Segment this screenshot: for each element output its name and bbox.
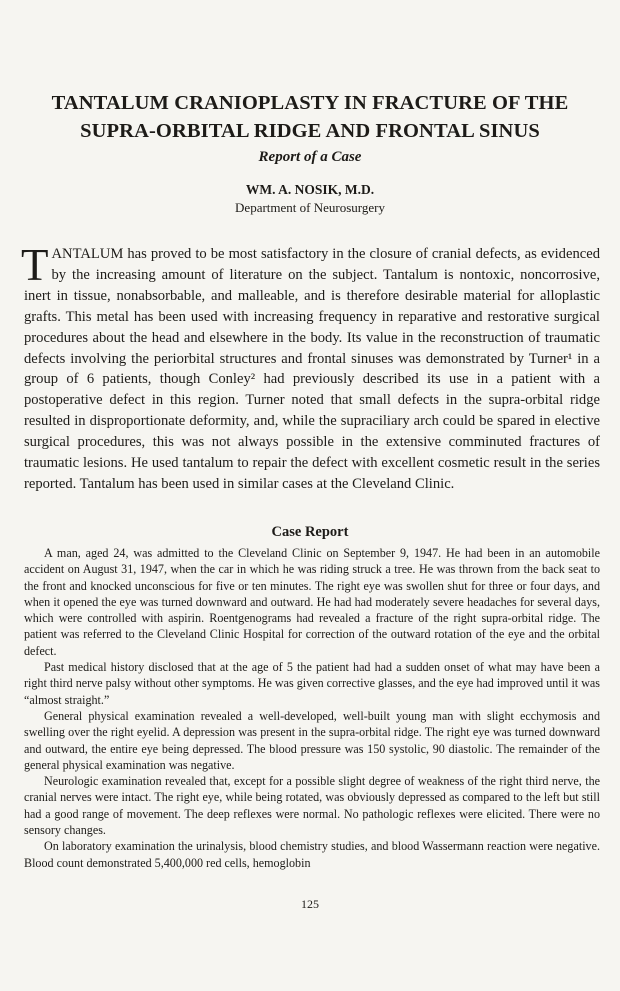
- intro-text: ANTALUM has proved to be most satisfactory in the closure of cranial defects, as evidenced by the increasing amount of literature on the subject. Tantalum is nontoxic, noncorrosive, inert in tissue, nonabsorbable, and malleable, and is therefore desirable material for alloplastic grafts. This metal has been used with increasing frequency in reparative and restorative surgical procedures about the head and elsewhere in the body. Its value in the reconstruction of traumatic defects involving the periorbital structures and frontal sinuses was demonstrated by Turner¹ in a group of 6 patients, though Conley² had previously described its use in a patient with a postoperative defect in this region. Turner noted that small defects in the supra-orbital ridge resulted in disproportionate deformity, and, while the supraciliary arch could be spared in elective surgical procedures, this was not always possible in the extensive comminuted fractures of traumatic lesions. He used tantalum to repair the defect with excellent cosmetic result in the series reported. Tantalum has been used in similar cases at the Cleveland Clinic.: [24, 246, 600, 492]
- case-paragraph-1: A man, aged 24, was admitted to the Cleveland Clinic on September 9, 1947. He had been in an automobile accident on August 31, 1947, when the car in which he was riding struck a tree. He was thrown from the back seat to the front and knocked unconscious for five or ten minutes. The right eye was swollen shut for three or four days, and when it opened the eye was turned downward and outward. He had had moderately severe headaches for several days, which were controlled with aspirin. Roentgenograms had revealed a fracture of the right supra-orbital ridge. The patient was referred to the Cleveland Clinic Hospital for correction of the outward rotation of the eye and the orbital defect.: [24, 546, 600, 658]
- author-name: WM. A. NOSIK, M.D.: [245, 182, 375, 197]
- case-report-body: [24, 545, 600, 871]
- drop-cap: T: [21, 240, 49, 290]
- intro-paragraph: [21, 240, 600, 495]
- case-paragraph-2: Past medical history disclosed that at the age of 5 the patient had had a sudden onset of what may have been a right third nerve palsy without other symptoms. He was given corrective glasses, and the eye had improved until it was “almost straight.”: [24, 660, 601, 707]
- article-title: TANTALUM CRANIOPLASTY IN FRACTURE OF THE SUPRA-ORBITAL RIDGE AND FRONTAL SINUS: [51, 92, 569, 142]
- section-heading: Case Report: [271, 524, 349, 540]
- article-subtitle: Report of a Case: [258, 149, 362, 165]
- page-number: 125: [301, 897, 319, 911]
- case-paragraph-3: General physical examination revealed a well-developed, well-built young man with slight ecchymosis and swelling over the right eyelid. A depression was present in the supra-orbital ridge. The right eye was turned downward and outward, the entire eye being depressed. The blood pressure was 150 systolic, 90 diastolic. The remainder of the general physical examination was negative.: [24, 708, 600, 772]
- author-affiliation: Department of Neurosurgery: [235, 200, 385, 215]
- case-paragraph-4: Neurologic examination revealed that, except for a possible slight degree of weakness of the right third nerve, the cranial nerves were intact. The right eye, while being rotated, was obviously depressed as compared to the left but still had a good range of movement. The deep reflexes were normal. No pathologic reflexes were elicited. There were no sensory changes.: [24, 774, 600, 838]
- case-paragraph-5: On laboratory examination the urinalysis, blood chemistry studies, and blood Wassermann reaction were negative. Blood count demonstrated 5,400,000 red cells, hemoglobin: [24, 839, 600, 870]
